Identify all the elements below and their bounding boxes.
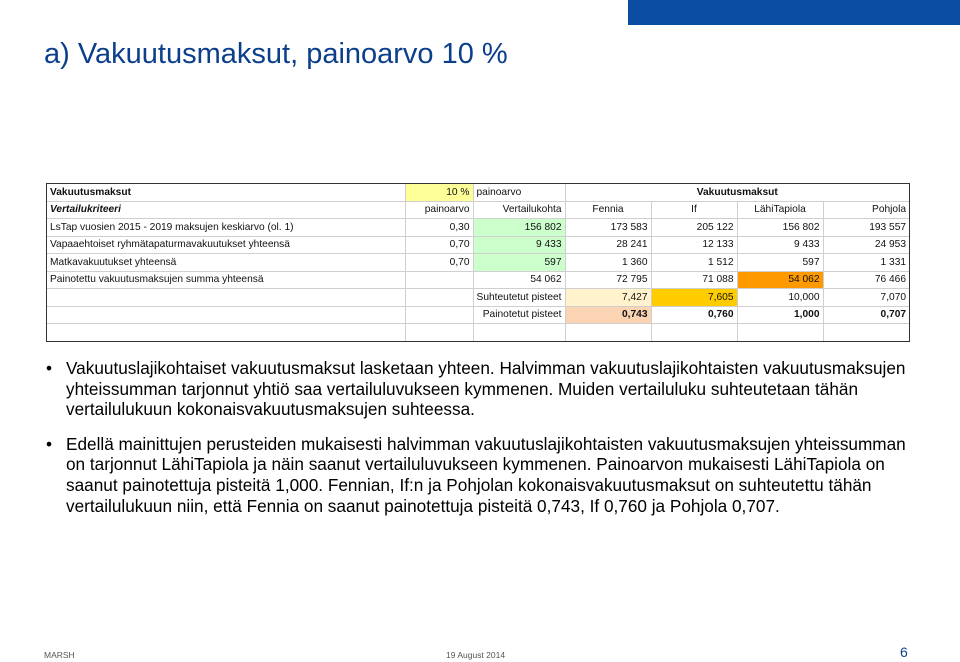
weight-cell: 0,70 [405, 254, 473, 272]
empty-cell [405, 271, 473, 289]
table-row [47, 201, 909, 219]
value-cell-best: 54 062 [737, 271, 823, 289]
weight-cell: 0,30 [405, 219, 473, 237]
criteria-heading-cell: Vertailukriteeri [47, 201, 405, 219]
value-cell: 205 122 [651, 219, 737, 237]
column-header: painoarvo [405, 201, 473, 219]
value-cell: 1 512 [651, 254, 737, 272]
value-cell: 597 [737, 254, 823, 272]
value-cell: 1,000 [737, 306, 823, 324]
column-header-insurer: Fennia [565, 201, 651, 219]
footer-brand: MARSH [44, 650, 75, 660]
column-header: Vertailukohta [473, 201, 565, 219]
reference-cell: 54 062 [473, 271, 565, 289]
weight-label-cell: painoarvo [473, 184, 565, 201]
empty-cell [405, 289, 473, 307]
column-header-insurer: Pohjola [823, 201, 909, 219]
row-label: Matkavakuutukset yhteensä [47, 254, 405, 272]
bullet-dot-icon: • [46, 358, 53, 378]
page-number: 6 [900, 644, 908, 660]
value-cell: 0,743 [565, 306, 651, 324]
value-cell: 1 331 [823, 254, 909, 272]
value-cell: 193 557 [823, 219, 909, 237]
empty-cell [405, 306, 473, 324]
value-cell: 7,427 [565, 289, 651, 307]
weight-cell: 0,70 [405, 236, 473, 254]
value-cell: 0,760 [651, 306, 737, 324]
value-cell: 10,000 [737, 289, 823, 307]
table-row [47, 306, 909, 324]
premium-comparison-table [46, 183, 910, 342]
row-label: Suhteutetut pisteet [473, 289, 565, 307]
reference-cell: 9 433 [473, 236, 565, 254]
row-label: Painotetut pisteet [473, 306, 565, 324]
group-header-cell: Vakuutusmaksut [565, 184, 909, 201]
top-accent-bar [628, 0, 960, 25]
table-row [47, 219, 909, 237]
bullet-item [44, 358, 924, 420]
value-cell: 76 466 [823, 271, 909, 289]
value-cell: 71 088 [651, 271, 737, 289]
value-cell: 12 133 [651, 236, 737, 254]
bullet-item [44, 434, 924, 516]
bullet-dot-icon: • [46, 433, 53, 454]
bullet-list [44, 358, 924, 530]
value-cell: 0,707 [823, 306, 909, 324]
column-header-insurer: If [651, 201, 737, 219]
value-cell: 28 241 [565, 236, 651, 254]
value-cell: 173 583 [565, 219, 651, 237]
value-cell: 24 953 [823, 236, 909, 254]
empty-cell [47, 306, 405, 324]
row-label: Painotettu vakuutusmaksujen summa yhteensä [47, 271, 405, 289]
value-cell: 9 433 [737, 236, 823, 254]
row-label: Vapaaehtoiset ryhmätapaturmavakuutukset yhteensä [47, 236, 405, 254]
value-cell: 156 802 [737, 219, 823, 237]
slide-title: a) Vakuutusmaksut, painoarvo 10 % [44, 38, 508, 70]
table-heading-cell: Vakuutusmaksut [47, 184, 405, 201]
footer-date: 19 August 2014 [446, 650, 506, 660]
value-cell: 7,605 [651, 289, 737, 307]
reference-cell: 597 [473, 254, 565, 272]
bullet-text: Edellä mainittujen perusteiden mukaisesti halvimman vakuutuslajikohtaisten vakuutusmaksujen yhteissumman on tarjonnut LähiTapiola ja näin saanut vertailuluvukseen kymmenen. Painoarvon mukaisesti LähiTapiola on saanut painotettuja pisteitä 1,000. Fennian, If:n ja Pohjolan kokonaisvakuutusmaksut on suhteutettu tähän vertailulukuun niin, että Fennia on saanut painotettuja pisteitä 0,743, If 0,760 ja Pohjola 0,707. [66, 433, 906, 516]
empty-cell [47, 289, 405, 307]
column-header-insurer: LähiTapiola [737, 201, 823, 219]
row-label: LsTap vuosien 2015 - 2019 maksujen keskiarvo (ol. 1) [47, 219, 405, 237]
table-row [47, 289, 909, 307]
value-cell: 72 795 [565, 271, 651, 289]
weight-percent-cell: 10 % [405, 184, 473, 201]
value-cell: 1 360 [565, 254, 651, 272]
table-row [47, 184, 909, 201]
value-cell: 7,070 [823, 289, 909, 307]
table-row [47, 236, 909, 254]
reference-cell: 156 802 [473, 219, 565, 237]
table-row [47, 254, 909, 272]
table-row [47, 271, 909, 289]
bullet-text: Vakuutuslajikohtaiset vakuutusmaksut lasketaan yhteen. Halvimman vakuutuslajikohtaisten vakuutusmaksujen yhteissumman tarjonnut yhtiö saa vertailuluvukseen kymmenen. Muiden vertailuluku suhteutetaan tähän vertailulukuun kokonaisvakuutusmaksujen suhteessa. [66, 358, 906, 420]
table-spacer-row [47, 324, 909, 341]
